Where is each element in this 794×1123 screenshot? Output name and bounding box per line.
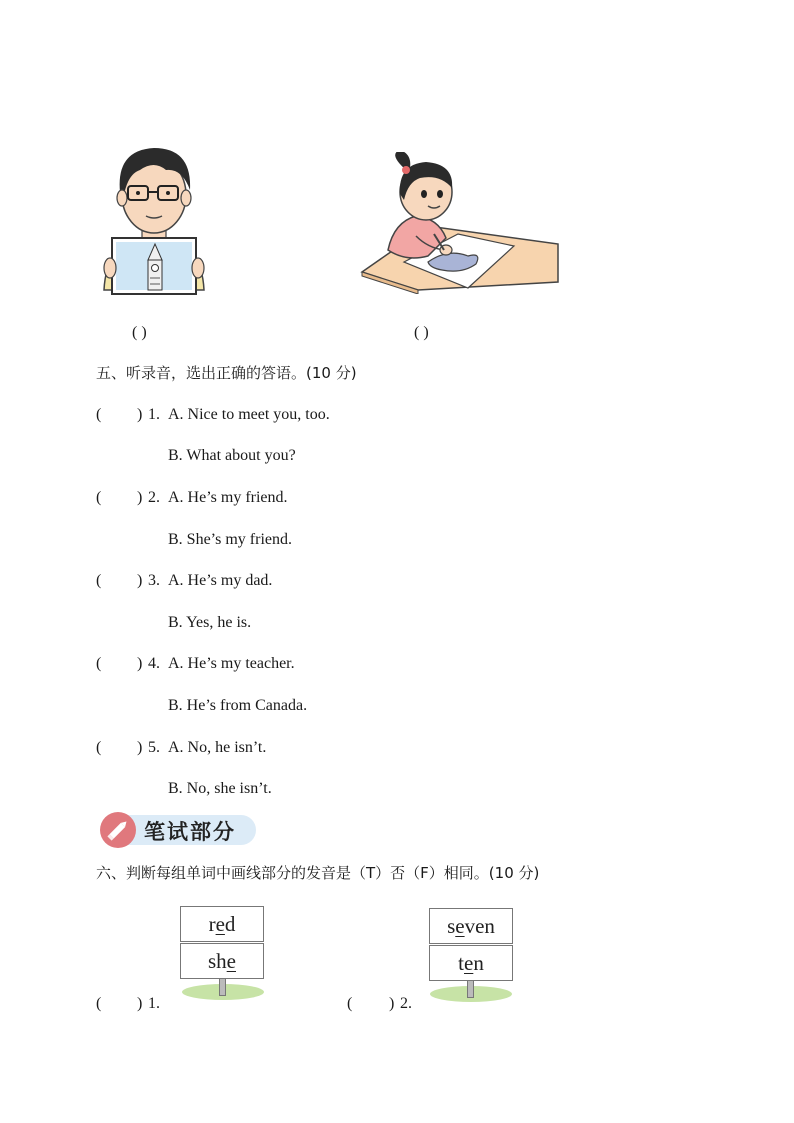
question-number: 1. [148,406,160,423]
option-a: A. He’s my dad. [168,572,273,589]
answer-bracket-close: ) [137,995,143,1012]
question-number: 4. [148,655,160,672]
word-part: ven [464,914,495,938]
answer-bracket-open[interactable]: ( [96,406,102,423]
written-part-banner [100,812,258,848]
word-sign [429,908,513,944]
question-number: 1. [148,995,160,1012]
answer-bracket-close: ) [389,995,395,1012]
underlined-letters: e [226,949,236,973]
answer-bracket-picture-2[interactable]: ( ) [414,324,429,341]
word-part: n [473,951,484,975]
option-b: B. No, she isn’t. [168,780,272,797]
option-a: A. He’s my teacher. [168,655,295,672]
word-sign [429,945,513,981]
question-number: 3. [148,572,160,589]
answer-bracket-close: ) [137,406,143,423]
answer-bracket-open[interactable]: ( [96,739,102,756]
word-part: s [447,914,456,938]
word-part: sh [207,949,227,973]
answer-bracket-open[interactable]: ( [347,995,353,1012]
word-part: t [458,951,464,975]
underlined-letters: e [215,912,225,936]
illustration-man-holding-picture [94,140,214,298]
answer-bracket-open[interactable]: ( [96,489,102,506]
answer-bracket-open[interactable]: ( [96,572,102,589]
option-b: B. He’s from Canada. [168,697,308,714]
answer-bracket-close: ) [137,739,143,756]
pencil-icon [100,812,136,848]
signpost-pole [219,978,226,996]
section-5-title: 五、听录音，选出正确的答语。(10 分) [96,364,357,382]
question-number: 5. [148,739,160,756]
banner-label: 笔试部分 [144,820,236,844]
option-b: B. She’s my friend. [168,531,292,548]
option-a: A. Nice to meet you, too. [168,406,330,423]
word-sign [180,906,264,942]
answer-bracket-close: ) [137,655,143,672]
answer-bracket-picture-1[interactable]: ( ) [132,324,147,341]
question-number: 2. [148,489,160,506]
answer-bracket-open[interactable]: ( [96,655,102,672]
underlined-letters: e [455,914,465,938]
option-a: A. He’s my friend. [168,489,288,506]
question-number: 2. [400,995,412,1012]
word-part: r [208,912,216,936]
answer-bracket-close: ) [137,572,143,589]
illustration-girl-drawing [358,152,560,294]
answer-bracket-open[interactable]: ( [96,995,102,1012]
word-part: d [224,912,236,936]
answer-bracket-close: ) [137,489,143,506]
signpost-pole [467,980,474,998]
option-b: B. What about you? [168,447,296,464]
word-sign [180,943,264,979]
section-6-title: 六、判断每组单词中画线部分的发音是（T）否（F）相同。(10 分) [96,864,540,882]
option-a: A. No, he isn’t. [168,739,267,756]
option-b: B. Yes, he is. [168,614,252,631]
underlined-letters: e [464,951,474,975]
